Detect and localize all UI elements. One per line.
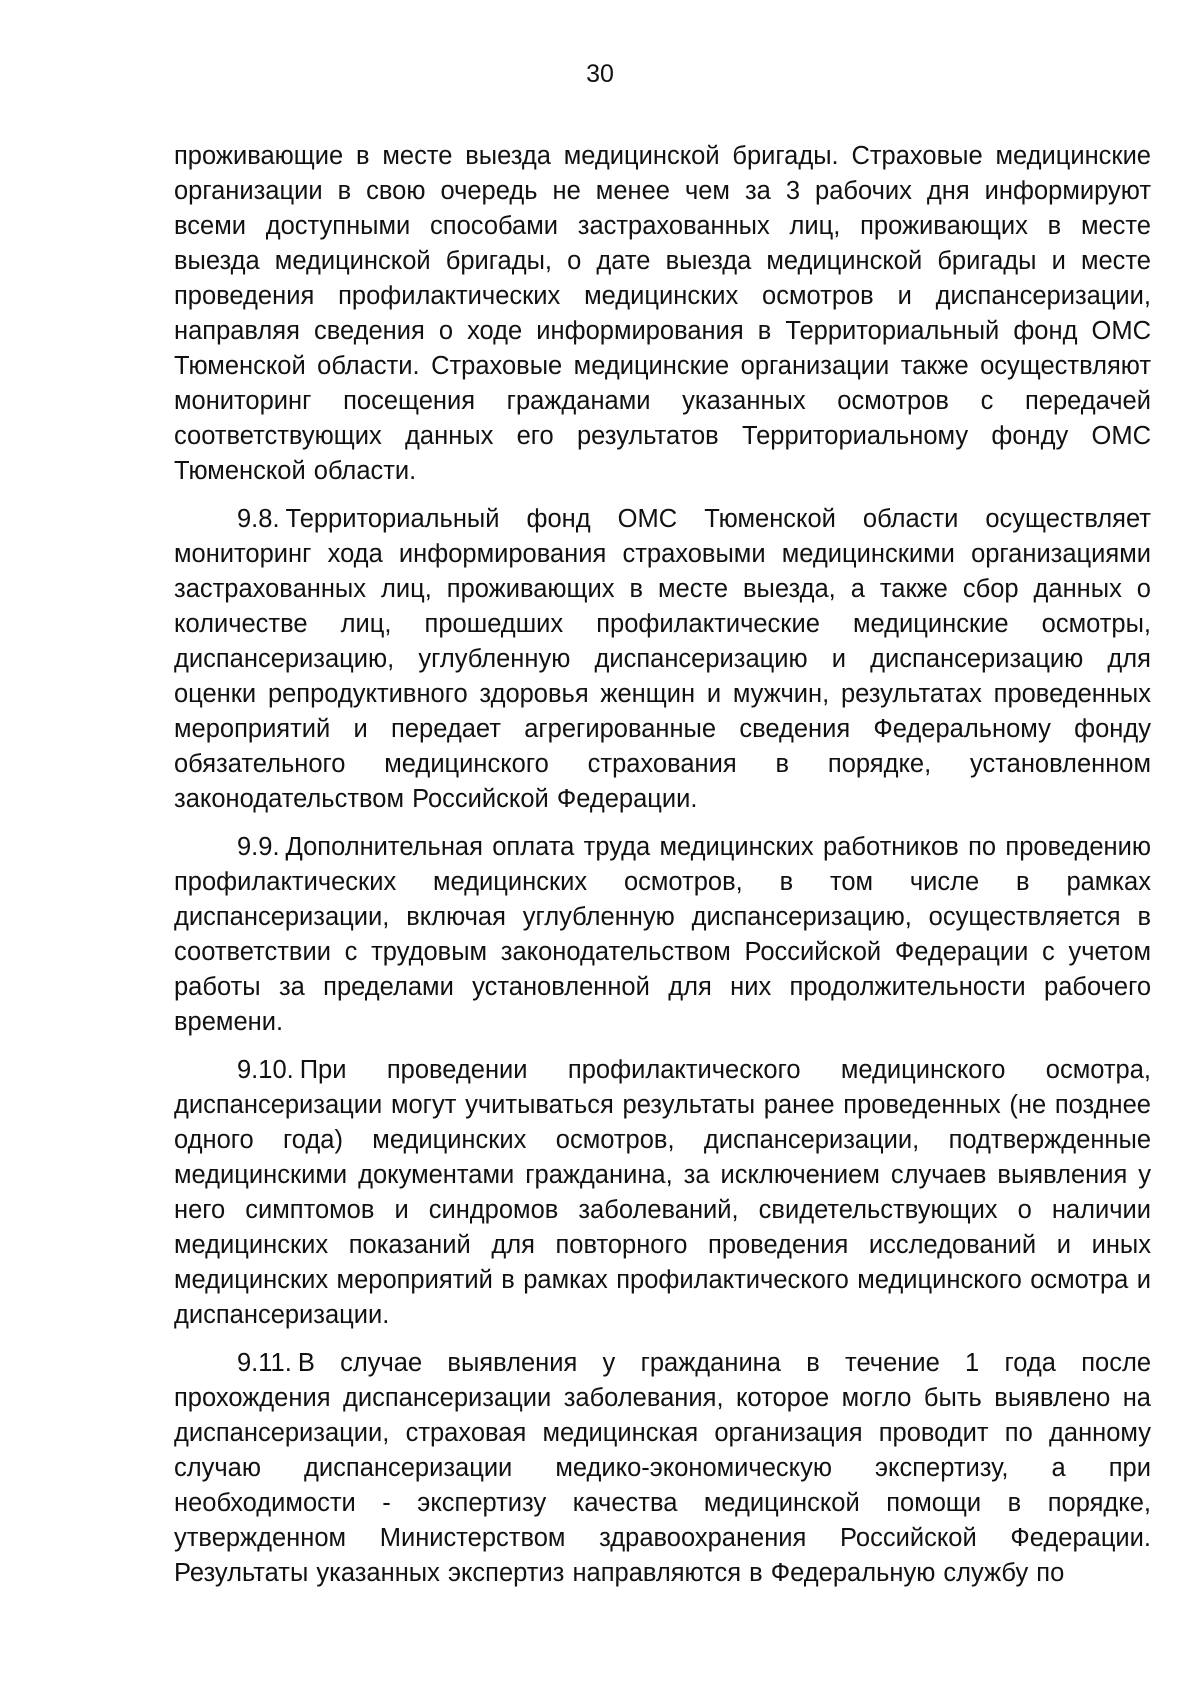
paragraph-text: Территориальный фонд ОМС Тюменской области осуществляет мониторинг хода информирования страховыми медицинскими организациями застрахованных лиц, проживающих в месте выезда, а также сбор данных о количестве лиц, прошедших профилактические медицинские осмотры, диспансеризацию, углубленную диспансеризацию и диспансеризацию для оценки репродуктивного здоровья женщин и мужчин, результатах проведенных мероприятий и передает агрегированные сведения Федеральному фонду обязательного медицинского страхования в порядке, установленном законодательством Российской Федерации. [174, 505, 1151, 813]
paragraph-text: В случае выявления у гражданина в течение 1 года после прохождения диспансеризации заболевания, которое могло быть выявлено на диспансеризации, страховая медицинская организация проводит по данному случаю диспансеризации медико-экономическую экспертизу, а при необходимости - экспертизу качества медицинской помощи в порядке, утвержденном Министерством здравоохранения Российской Федерации. Результаты указанных экспертиз направляются в Федеральную службу по [174, 1349, 1151, 1587]
paragraph-text: При проведении профилактического медицинского осмотра, диспансеризации могут учитываться результаты ранее проведенных (не позднее одного года) медицинских осмотров, диспансеризации, подтвержденные медицинскими документами гражданина, за исключением случаев выявления у него симптомов и синдромов заболеваний, свидетельствующих о наличии медицинских показаний для повторного проведения исследований и иных медицинских мероприятий в рамках профилактического медицинского осмотра и диспансеризации. [174, 1056, 1151, 1329]
paragraph-text: проживающие в месте выезда медицинской бригады. Страховые медицинские организации в свою очередь не менее чем за 3 рабочих дня информируют всеми доступными способами застрахованных лиц, проживающих в месте выезда медицинской бригады, о дате выезда медицинской бригады и месте проведения профилактических медицинских осмотров и диспансеризации, направляя сведения о ходе информирования в Территориальный фонд ОМС Тюменской области. Страховые медицинские организации также осуществляют мониторинг посещения гражданами указанных осмотров с передачей соответствующих данных его результатов Территориальному фонду ОМС Тюменской области. [174, 142, 1151, 485]
paragraph-9-9 [174, 830, 1151, 1040]
paragraph-number: 9.11. [237, 1349, 292, 1377]
paragraph-number: 9.8. [237, 505, 280, 533]
paragraph-9-8 [174, 502, 1151, 817]
paragraph-9-10 [174, 1053, 1151, 1333]
page-number: 30 [586, 60, 614, 88]
document-body [174, 139, 1151, 1591]
paragraph-continuation [174, 139, 1151, 489]
paragraph-9-11 [174, 1346, 1151, 1591]
paragraph-number: 9.9. [237, 833, 280, 861]
paragraph-number: 9.10. [237, 1056, 294, 1084]
paragraph-text: Дополнительная оплата труда медицинских работников по проведению профилактических медицинских осмотров, в том числе в рамках диспансеризации, включая углубленную диспансеризацию, осуществляется в соответствии с трудовым законодательством Российской Федерации с учетом работы за пределами установленной для них продолжительности рабочего времени. [174, 833, 1151, 1036]
